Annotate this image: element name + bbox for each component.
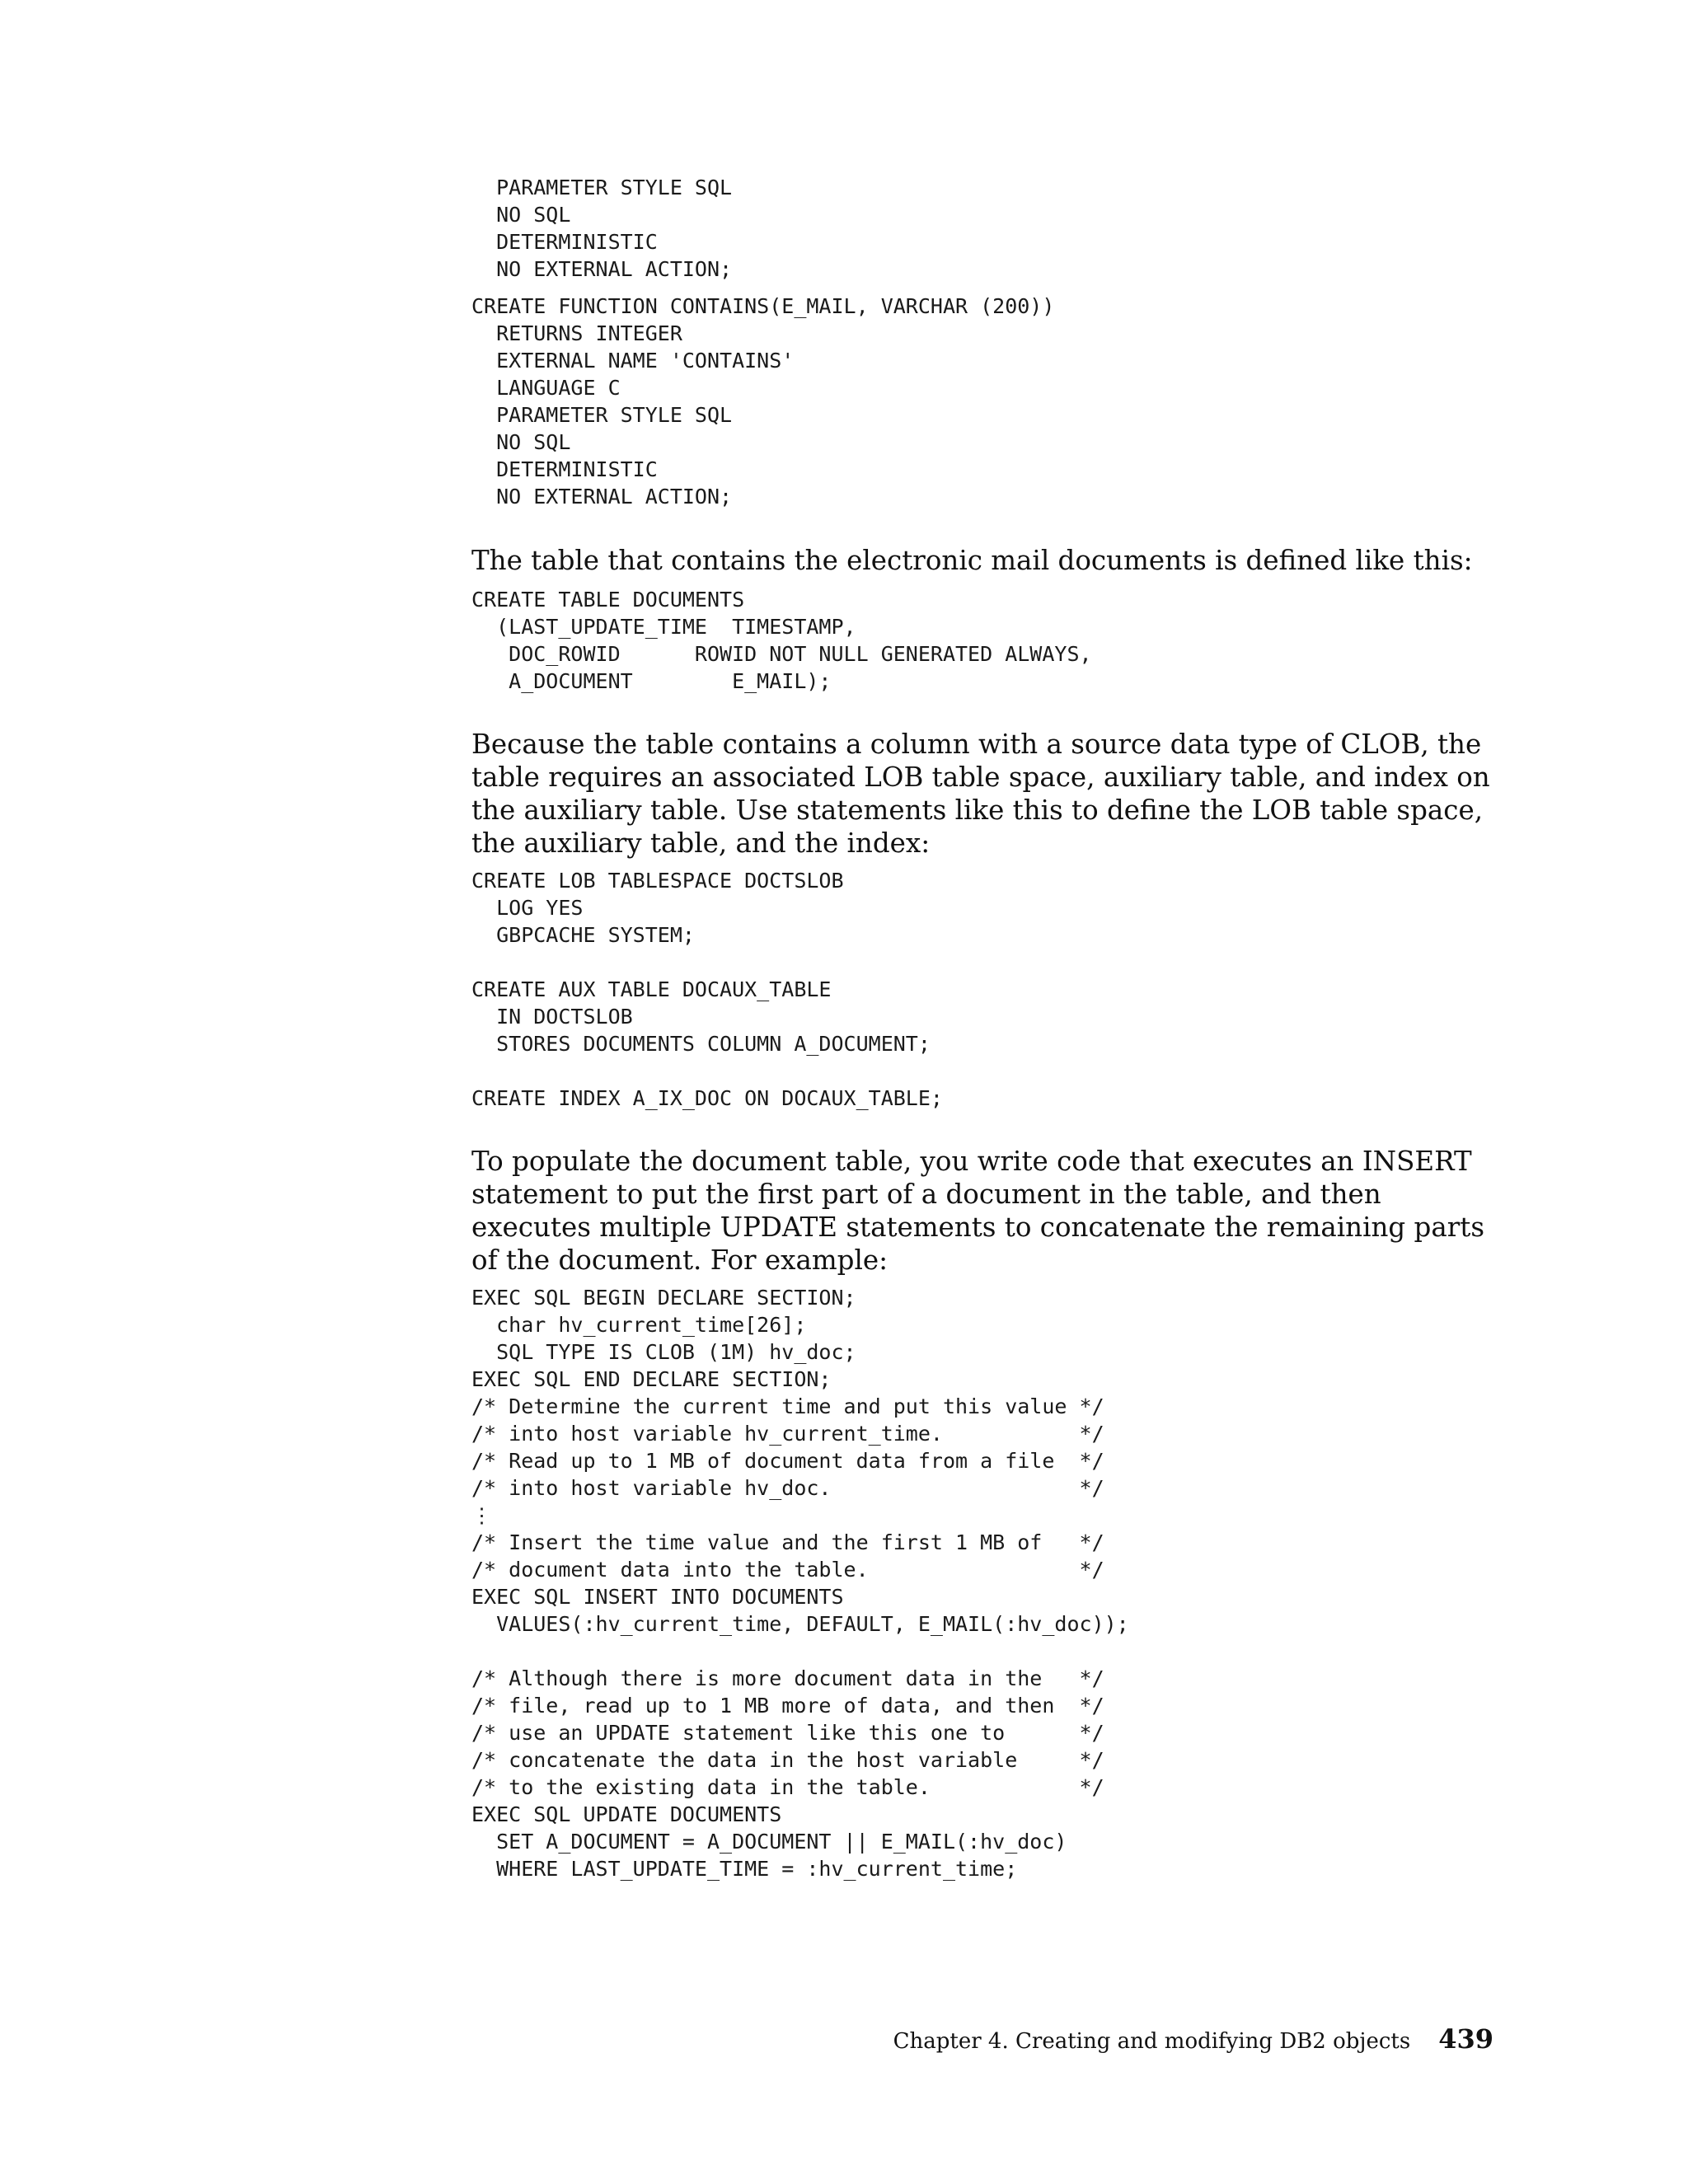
code-block-create-table: CREATE TABLE DOCUMENTS (LAST_UPDATE_TIME TIMESTAMP, DOC_ROWID ROWID NOT NULL GENERATED ALWAYS, A_DOCUMENT E_MAIL);	[471, 588, 1092, 693]
code-block-contains-function: CREATE FUNCTION CONTAINS(E_MAIL, VARCHAR (200)) RETURNS INTEGER EXTERNAL NAME 'CONTAINS' LANGUAGE C PARAMETER STYLE SQL NO SQL DETERMINISTIC NO EXTERNAL ACTION;	[471, 294, 1055, 509]
page-footer	[893, 2023, 1493, 2056]
footer-chapter-title: Chapter 4. Creating and modifying DB2 objects	[893, 2029, 1411, 2054]
code-block-lob-statements: CREATE LOB TABLESPACE DOCTSLOB LOG YES GBPCACHE SYSTEM; CREATE AUX TABLE DOCAUX_TABLE IN DOCTSLOB STORES DOCUMENTS COLUMN A_DOCUMENT; CREATE INDEX A_IX_DOC ON DOCAUX_TABLE;	[471, 869, 943, 1110]
paragraph-lob-intro: Because the table contains a column with a source data type of CLOB, the table requires an associated LOB table space, auxiliary table, and index on the auxiliary table. Use statements like this to define the LOB table space, the auxiliary table, and the index:	[471, 729, 1490, 859]
paragraph-table-intro: The table that contains the electronic mail documents is defined like this:	[471, 545, 1473, 576]
code-block-function-tail: PARAMETER STYLE SQL NO SQL DETERMINISTIC NO EXTERNAL ACTION;	[496, 176, 733, 281]
footer-page-number: 439	[1438, 2023, 1493, 2055]
paragraph-populate-intro: To populate the document table, you write code that executes an INSERT statement to put the first part of a document in the table, and then executes multiple UPDATE statements to concatenate the remaining parts of the document. For example:	[471, 1146, 1485, 1276]
code-block-populate-example: EXEC SQL BEGIN DECLARE SECTION; char hv_current_time[26]; SQL TYPE IS CLOB (1M) hv_doc; EXEC SQL END DECLARE SECTION; /* Determine the current time and put this value */ /* into host variable hv_current_time. */ /* Read up to 1 MB of document data from a file */ /* into host variable hv_doc. */ ⋮ /* Insert the time value and the first 1 MB of */ /* document data into the table. */ EXEC SQL INSERT INTO DOCUMENTS VALUES(:hv_current_time, DEFAULT, E_MAIL(:hv_doc)); /* Although there is more document data in the */ /* file, read up to 1 MB more of data, and then */ /* use an UPDATE statement like this one to */ /* concatenate the data in the host variable */ /* to the existing data in the table. */ EXEC SQL UPDATE DOCUMENTS SET A_DOCUMENT = A_DOCUMENT || E_MAIL(:hv_doc) WHERE LAST_UPDATE_TIME = :hv_current_time;	[471, 1286, 1129, 1881]
